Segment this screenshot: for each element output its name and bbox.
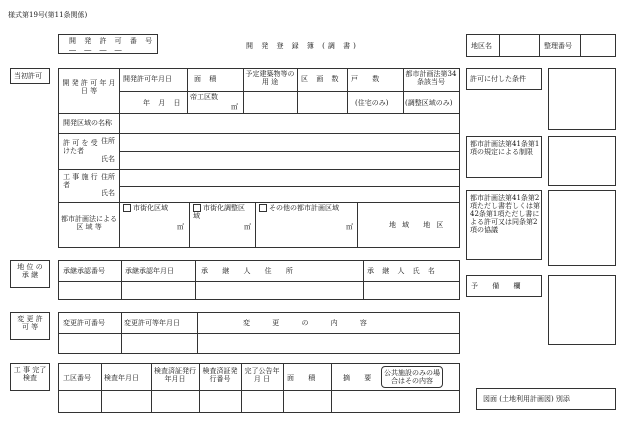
- col-change-date: 変更許可等年月日: [124, 319, 180, 327]
- col-completion-date: 完了公告年 月 日: [244, 367, 280, 384]
- area-name-label: 開発区域の名称: [63, 119, 112, 127]
- unit-m2: ㎡: [231, 103, 238, 111]
- succession-table: [58, 260, 460, 300]
- col-cert-no: 検査済証発行番号: [202, 367, 238, 384]
- art41-proviso-label: 都市計画法第41条第2項ただし書若しくは第42条第1項ただし書による許可又は同条第2項の協議: [466, 190, 542, 260]
- col-area: 面 積: [194, 75, 220, 83]
- art41-restriction-label: 都市計画法第41条第1項の規定による制限: [466, 136, 542, 178]
- zone-control: 市街化調整区 域: [193, 204, 245, 221]
- col-change-content: 変 更 の 内 容: [243, 319, 377, 327]
- page-title: 開 発 登 録 簿 (調 書): [246, 42, 359, 50]
- art41-proviso-value: [548, 190, 616, 266]
- col-building-use: 予定建築物等の 用 途: [245, 70, 295, 87]
- permit-number-box: [58, 34, 158, 54]
- permit-number-label: 開 発 許 可 番 号: [69, 37, 156, 45]
- col-lot-count: 区 画 数: [301, 75, 342, 83]
- col-summary: 摘 要: [343, 374, 378, 382]
- col-cert-date: 検査済証発行年月日: [154, 367, 196, 384]
- col-art34: 都市計画法第34条該当号: [405, 70, 457, 87]
- art41-restriction-value: [548, 136, 616, 186]
- zoning-label: 都市計画法による 区 域 等: [61, 215, 117, 232]
- drawing-note-box: 図面 (土地利用計画図) 別添: [476, 388, 616, 410]
- contractor-name-label: 氏名: [101, 189, 115, 197]
- col-area-no: 工区番号: [63, 374, 91, 382]
- inspection-table: [58, 363, 460, 413]
- zone-district: 地域 地区: [389, 221, 450, 229]
- conditions-label-box: 許可に付した条件: [466, 68, 542, 90]
- col-public-facility: 公共施設のみの場合はその内容: [384, 369, 440, 386]
- permit-date-label: 開 発 許 可 年 月 日 等: [62, 79, 116, 96]
- col-inspection-area: 面 積: [287, 374, 322, 382]
- contractor-address-label: 住所: [101, 173, 115, 181]
- permit-holder-label: 許 可 を 受けた者: [63, 139, 98, 156]
- contractor-label: 工 事 施 行 者: [63, 173, 98, 190]
- houses-note: (住宅のみ): [355, 99, 389, 107]
- col-inspection-date: 検査年月日: [104, 374, 139, 382]
- date-placeholder: 年 月 日: [143, 99, 184, 107]
- section-status-succession: 地 位 の 承 継: [10, 260, 50, 288]
- col-houses: 戸 数: [351, 75, 386, 83]
- holder-name-label: 氏名: [101, 155, 115, 163]
- form-id: 様式第19号(第11条関係): [8, 11, 88, 19]
- public-facility-box: [381, 366, 443, 388]
- reserve-label-box: 予 備 欄: [466, 275, 542, 297]
- col-successor-address: 承 継 人 住 所: [201, 267, 299, 275]
- area-sub: 帝工区数: [190, 93, 218, 101]
- col-successor-name: 承 継 人 氏 名: [367, 267, 438, 275]
- initial-permit-table: 開 発 許 可 年 月 日 等 開発許可年月日 面 積 予定建築物等の 用 途 区 画 数 戸 数 都市計画法第34条該当号 年 月 日 帝工区数 ㎡ (住宅のみ) (調整区域のみ) 開発区域の名称 許 可 を 受けた者 住所 氏名 工 事 施 行 者 住所 氏名 都市計画法による 区 域 等 市街化区域 ㎡ 市街化調整区 域 ㎡ その他の都市計画区域 ㎡ 地域 地区: [58, 68, 460, 248]
- col-permit-date: 開発許可年月日: [123, 75, 172, 83]
- holder-address-label: 住所: [101, 137, 115, 145]
- registry-number-label: 整理番号: [544, 42, 572, 50]
- col-change-number: 変更許可番号: [63, 319, 105, 327]
- district-registry-box: [466, 34, 616, 57]
- district-name-label: 地区名: [471, 42, 492, 50]
- zone-other: その他の都市計画区域: [259, 204, 339, 212]
- art34-note: (調整区域のみ): [405, 99, 453, 107]
- section-completion-inspection: 工 事 完了検査: [10, 363, 50, 391]
- change-table: [58, 312, 460, 354]
- zone-urbanization: 市街化区域: [123, 204, 168, 212]
- section-change-permit: 変 更 許 可 等: [10, 312, 50, 340]
- col-approval-no: 承継承認番号: [63, 267, 105, 275]
- conditions-value-box: [548, 68, 616, 130]
- permit-number-value: ― ― ― ―: [69, 46, 125, 54]
- reserve-value-box: [548, 275, 616, 345]
- section-initial-permit: 当初許可: [10, 68, 50, 84]
- col-succession-date: 承継承認年月日: [125, 267, 174, 275]
